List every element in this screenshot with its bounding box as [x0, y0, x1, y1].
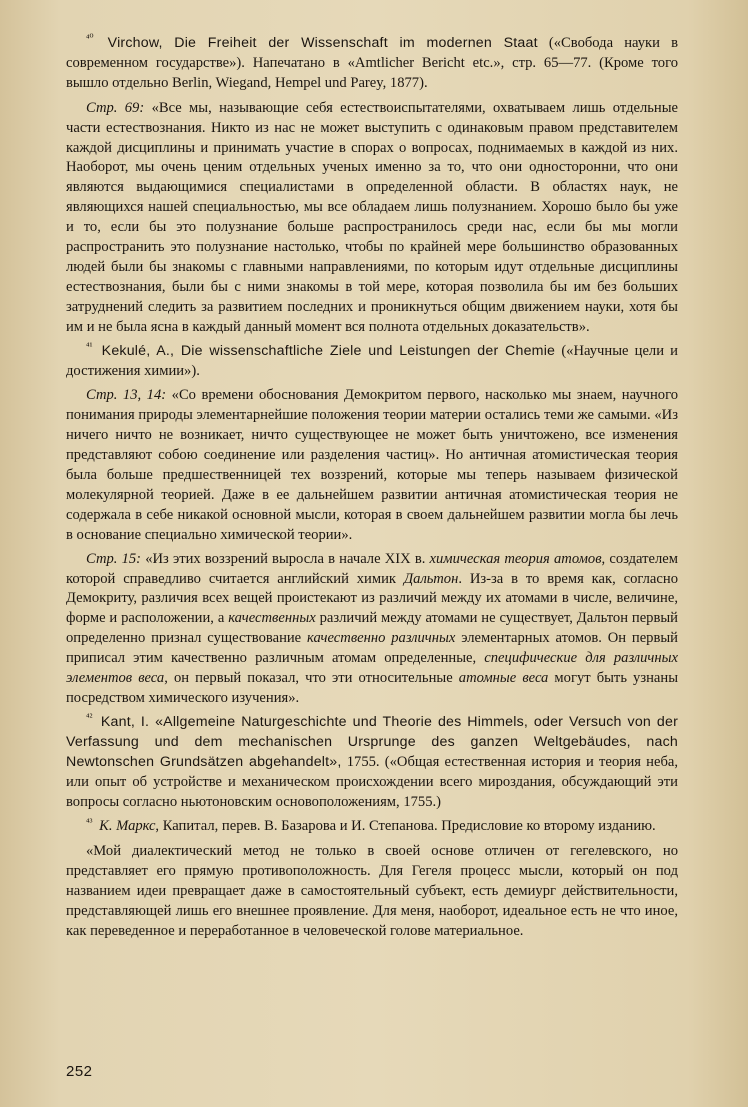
quote-paragraph: [66, 550, 678, 709]
footnote-marker: ⁴³: [86, 816, 93, 828]
quote-paragraph: [66, 386, 678, 545]
quote-text: «Со времени обоснования Демокритом первого, насколько мы знаем, научного понимания природы элементарнейшие положения теории материи остались теми же самыми. «Из ничего ничто не возникает, ничто существующее не может быть уничтожено, все изменения представляют собою соединение или разделения частиц». Но античная атомистическая теория была больше предшественницей тех воззрений, которые мы теперь называем физической молекулярной теорией. Даже в ее дальнейшем развитии античная атомистическая теория не содержала в себе никакой основной мысли, которая в своем дальнейшем развитии могла бы лечь в основание специально химической теории».: [66, 387, 678, 543]
footnote-source-title: Kant, I. «Allgemeine Naturgeschichte und Theorie des Himmels, oder Versuch von der Verfassung und dem mechanischen Ursprunge des ganzen Weltgebäudes, nach Newtonschen Grundsätzen abgehandelt»,: [66, 713, 678, 770]
quote-text: «Из этих воззрений выросла в начале XIX в. химическая теория атомов, создателем которой справедливо считается английский химик Дальтон. Из-за в то время как, согласно Демокриту, различия всех вещей проистекают из различий между их атомами в числе, величине, форме и расположении, а качественных различий между атомами не существует, Дальтон первый определенно признал существование качественно различных элементарных атомов. Он первый приписал этим качественно различным атомам определенные, специфические для различных элементов веса, он первый показал, что эти относительные атомные веса могут быть узнаны посредством химического изучения».: [66, 550, 679, 706]
footnote-text: 1755. («Общая естественная история и теория неба, или опыт об устройстве и механическом происхождении всего мироздания, обсуждающий эти вопросы согласно ньютоновским основоположениям, 1755.): [66, 753, 679, 810]
footnote-marker: ⁴²: [86, 712, 93, 724]
page-reference: Стр. 13, 14:: [86, 387, 167, 404]
footnote-text: («Свобода науки в современном государстве»). Напечатано в «Amtlicher Bericht etc.», стр. 65—77. (Кроме того вышло отдельно Berlin, Wiegand, Hempel und Parey, 1877).: [66, 35, 678, 91]
quote-text: «Мой диалектический метод не только в своей основе отличен от гегелевского, но представляет его прямую противоположность. Для Гегеля процесс мысли, который он под названием идеи превращает даже в самостоятельный субъект, есть демиург действительности, представляющей лишь его внешнее проявление. Для меня, наоборот, идеальное есть не что иное, как переведенное и переработанное в человеческой голове материальное.: [66, 843, 678, 939]
page-reference: Стр. 69:: [86, 99, 145, 116]
footnote-source-title: Virchow, Die Freiheit der Wissenschaft im modernen Staat: [107, 35, 538, 51]
quote-paragraph: [66, 99, 678, 338]
footnote-marker: ⁴⁰: [86, 33, 94, 45]
quote-paragraph: [66, 842, 678, 942]
footnote-marker: ⁴¹: [86, 340, 93, 352]
footnote-43: [66, 817, 678, 837]
footnote-42: [66, 713, 678, 813]
footnote-text: К. Маркс, Капитал, перев. В. Базарова и И. Степанова. Предисловие ко второму изданию.: [99, 818, 656, 835]
page-reference: Стр. 15:: [86, 550, 142, 567]
footnote-source-title: Kekulé, A., Die wissenschaftliche Ziele und Leistungen der Chemie: [101, 342, 556, 359]
footnote-text: («Научные цели и достижения химии»).: [66, 342, 678, 379]
footnote-41: [66, 342, 678, 382]
quote-text: «Все мы, называющие себя естествоиспытателями, охватываем лишь отдельные части естествознания. Никто из нас не может выступить с одинаковым правом представителем каждой дисциплины и принимать участие в спорах о вопросах, поднимаемых в каждой из них. Наоборот, мы очень ценим отдельных ученых именно за то, что они односторонни, что они являются выдающимися специалистами в определенной области. В областях наук, не являющихся нашей специальностью, мы все обладаем лишь полузнанием. Хорошо было бы уже и то, если бы это полузнание больше распространилось среди нас, если бы мы могли распространить это полузнание настолько, чтобы по крайней мере большинство образованных людей были бы знакомы с главными направлениями, по которым идут отдельные дисциплины естествознания, были бы с ними знакомы в той мере, которая позволила бы им без больших затруднений следить за развитием последних и проникнуться общим движением науки, хотя бы им и не была ясна в каждый данный момент вся полнота отдельных доказательств».: [66, 99, 678, 335]
footnote-40: [66, 34, 678, 94]
page-number: 252: [66, 1063, 93, 1080]
